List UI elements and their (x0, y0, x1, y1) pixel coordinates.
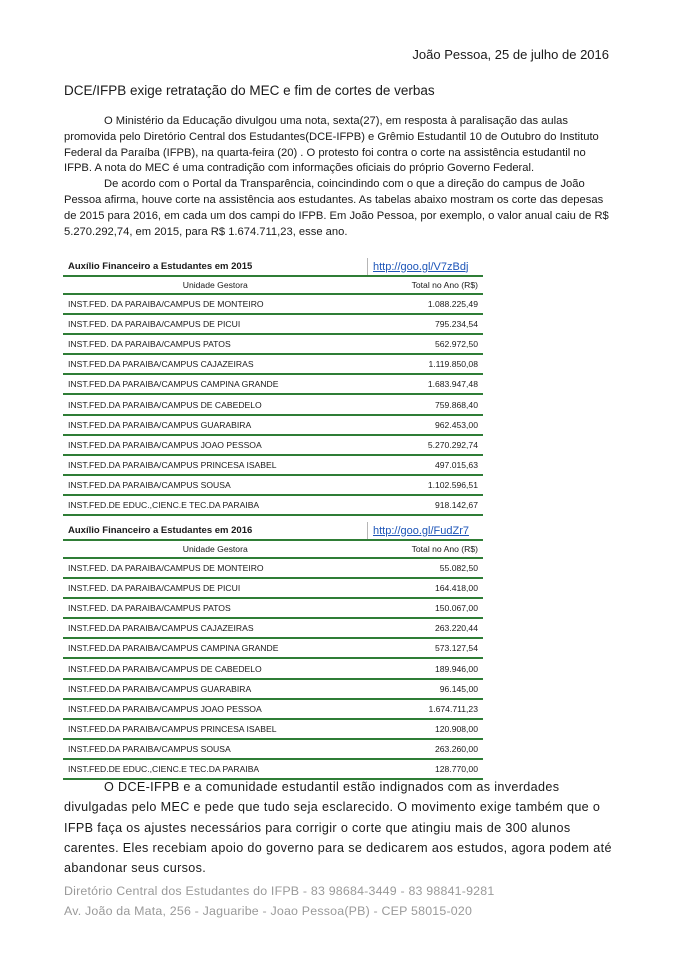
unit-cell: INST.FED.DA PARAIBA/CAMPUS GUARABIRA (63, 415, 368, 435)
total-cell: 1.674.711,23 (368, 699, 484, 719)
unit-cell: INST.FED.DA PARAIBA/CAMPUS PRINCESA ISABEL (63, 455, 368, 475)
unit-cell: INST.FED.DA PARAIBA/CAMPUS CAJAZEIRAS (63, 618, 368, 638)
unit-cell: INST.FED.DA PARAIBA/CAMPUS CAMPINA GRANDE (63, 374, 368, 394)
total-cell: 497.015,63 (368, 455, 484, 475)
unit-cell: INST.FED. DA PARAIBA/CAMPUS PATOS (63, 598, 368, 618)
table-row (63, 334, 483, 354)
table-row (63, 435, 483, 455)
column-header-unit: Unidade Gestora (63, 276, 368, 294)
total-cell: 962.453,00 (368, 415, 484, 435)
total-cell: 150.067,00 (368, 598, 484, 618)
unit-cell: INST.FED. DA PARAIBA/CAMPUS PATOS (63, 334, 368, 354)
table-row (63, 294, 483, 314)
unit-cell: INST.FED. DA PARAIBA/CAMPUS DE PICUI (63, 578, 368, 598)
column-header-total: Total no Ano (R$) (368, 276, 484, 294)
footer-address-line: Av. João da Mata, 256 - Jaguaribe - Joao Pessoa(PB) - CEP 58015-020 (64, 903, 473, 918)
table-row (63, 558, 483, 578)
source-link[interactable]: http://goo.gl/FudZr7 (368, 522, 484, 540)
total-cell: 1.119.850,08 (368, 354, 484, 374)
unit-cell: INST.FED.DA PARAIBA/CAMPUS JOAO PESSOA (63, 435, 368, 455)
unit-cell: INST.FED.DA PARAIBA/CAMPUS SOUSA (63, 739, 368, 759)
table-row (63, 578, 483, 598)
footer (64, 882, 494, 921)
intro-text (64, 114, 616, 240)
unit-cell: INST.FED. DA PARAIBA/CAMPUS DE PICUI (63, 314, 368, 334)
expenses-table-2015 (63, 258, 483, 516)
letter-title: DCE/IFPB exige retratação do MEC e fim de cortes de verbas (64, 83, 435, 98)
total-cell: 263.220,44 (368, 618, 484, 638)
unit-cell: INST.FED.DE EDUC.,CIENC.E TEC.DA PARAIBA (63, 495, 368, 515)
expenses-table-2016 (63, 522, 483, 780)
total-cell: 1.102.596,51 (368, 475, 484, 495)
total-cell: 120.908,00 (368, 719, 484, 739)
table-row (63, 739, 483, 759)
total-cell: 795.234,54 (368, 314, 484, 334)
closing-text (64, 777, 624, 878)
total-cell: 128.770,00 (368, 759, 484, 779)
unit-cell: INST.FED.DA PARAIBA/CAMPUS GUARABIRA (63, 679, 368, 699)
total-cell: 918.142,67 (368, 495, 484, 515)
table-row (63, 618, 483, 638)
table-row (63, 314, 483, 334)
total-cell: 1.683.947,48 (368, 374, 484, 394)
table-row (63, 699, 483, 719)
paragraph-2: De acordo com o Portal da Transparência, coincindindo com o que a direção do campus de João Pessoa afirma, houve corte na assistência aos estudantes. As tabelas abaixo mostram os corte das depesas de 2015 para 2016, em cada um dos campi do IFPB. Em João Pessoa, por exemplo, o valor anual caiu de R$ 5.270.292,74, em 2015, para R$ 1.674.711,23, esse ano. (64, 178, 609, 238)
table-title: Auxílio Financeiro a Estudantes em 2015 (63, 258, 368, 276)
column-header-unit: Unidade Gestora (63, 540, 368, 558)
table-row (63, 455, 483, 475)
table-row (63, 638, 483, 658)
unit-cell: INST.FED.DA PARAIBA/CAMPUS JOAO PESSOA (63, 699, 368, 719)
footer-contact-line: Diretório Central dos Estudantes do IFPB - 83 98684-3449 - 83 98841-9281 (64, 884, 495, 898)
total-cell: 562.972,50 (368, 334, 484, 354)
unit-cell: INST.FED.DA PARAIBA/CAMPUS PRINCESA ISABEL (63, 719, 368, 739)
column-header-total: Total no Ano (R$) (368, 540, 484, 558)
table-title: Auxílio Financeiro a Estudantes em 2016 (63, 522, 368, 540)
table-2016 (63, 522, 483, 780)
unit-cell: INST.FED.DA PARAIBA/CAMPUS CAMPINA GRANDE (63, 638, 368, 658)
table-row (63, 354, 483, 374)
total-cell: 573.127,54 (368, 638, 484, 658)
table-row (63, 394, 483, 414)
total-cell: 164.418,00 (368, 578, 484, 598)
unit-cell: INST.FED.DE EDUC.,CIENC.E TEC.DA PARAIBA (63, 759, 368, 779)
closing-paragraph: O DCE-IFPB e a comunidade estudantil estão indignados com as inverdades divulgadas pelo MEC e pede que tudo seja esclarecido. O movimento exige também que o IFPB faça os ajustes necessários para corrigir o corte que atingiu mais de 300 alunos carentes. Eles recebiam apoio do governo para se dedicarem aos estudos, agora podem até abandonar seus cursos. (64, 780, 612, 876)
total-cell: 189.946,00 (368, 658, 484, 678)
table-row (63, 658, 483, 678)
unit-cell: INST.FED.DA PARAIBA/CAMPUS CAJAZEIRAS (63, 354, 368, 374)
table-row (63, 475, 483, 495)
total-cell: 96.145,00 (368, 679, 484, 699)
total-cell: 759.868,40 (368, 394, 484, 414)
table-row (63, 415, 483, 435)
unit-cell: INST.FED.DA PARAIBA/CAMPUS DE CABEDELO (63, 658, 368, 678)
total-cell: 55.082,50 (368, 558, 484, 578)
table-row (63, 495, 483, 515)
unit-cell: INST.FED. DA PARAIBA/CAMPUS DE MONTEIRO (63, 558, 368, 578)
table-row (63, 679, 483, 699)
table-row (63, 598, 483, 618)
table-row (63, 719, 483, 739)
unit-cell: INST.FED.DA PARAIBA/CAMPUS SOUSA (63, 475, 368, 495)
table-row (63, 374, 483, 394)
total-cell: 263.260,00 (368, 739, 484, 759)
unit-cell: INST.FED.DA PARAIBA/CAMPUS DE CABEDELO (63, 394, 368, 414)
source-link[interactable]: http://goo.gl/V7zBdj (368, 258, 484, 276)
total-cell: 1.088.225,49 (368, 294, 484, 314)
total-cell: 5.270.292,74 (368, 435, 484, 455)
unit-cell: INST.FED. DA PARAIBA/CAMPUS DE MONTEIRO (63, 294, 368, 314)
letter-date: João Pessoa, 25 de julho de 2016 (412, 47, 609, 62)
paragraph-1: O Ministério da Educação divulgou uma nota, sexta(27), em resposta à paralisação das aulas promovida pelo Diretório Central dos Estudantes(DCE-IFPB) e Grêmio Estudantil 10 de Outubro do Instituto Federal da Paraíba (IFPB), na quarta-feira (20) . O protesto foi contra o corte na assistência estudantil no IFPB. A nota do MEC é uma contradição com informações oficiais do próprio Governo Federal. (64, 115, 599, 175)
table-2015 (63, 258, 483, 516)
